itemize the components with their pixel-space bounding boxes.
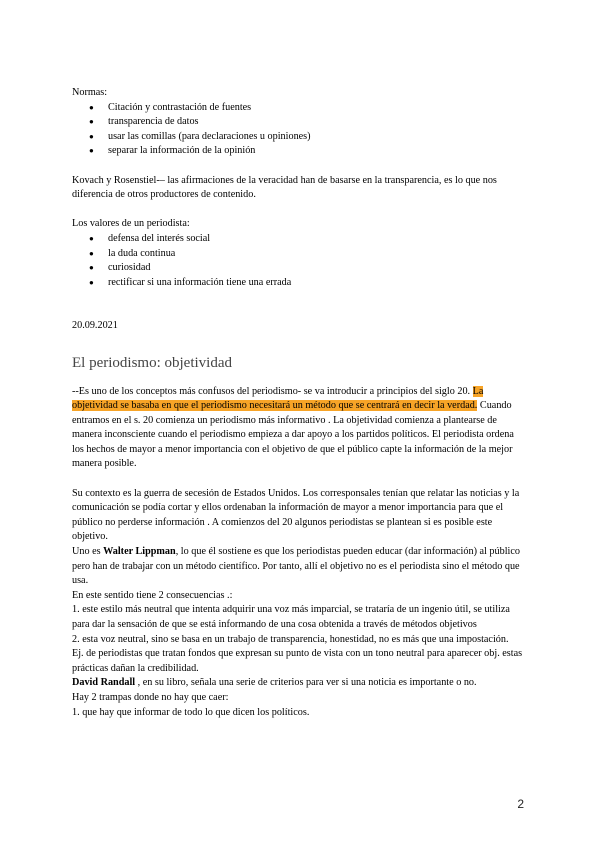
list-item: ● Citación y contrastación de fuentes xyxy=(72,101,528,116)
list-item: ● transparencia de datos xyxy=(72,115,528,130)
values-label: Los valores de un periodista: xyxy=(72,218,190,230)
intro-text: --Es uno de los conceptos más confusos del periodismo- se va introducir a principios del siglo 20. xyxy=(72,385,473,397)
norms-list xyxy=(72,101,528,159)
consequences-line: En este sentido tiene 2 consecuencias .: xyxy=(72,589,233,601)
page-content xyxy=(72,86,528,720)
example-paragraph: Ej. de periodistas que tratan fondos que expresan su punto de vista con un tono neutral para aparecer obj. estas prácticas dañan la credibilidad. xyxy=(72,648,523,674)
consequence-2: 2. esta voz neutral, sino se basa en un trabajo de transparencia, honestidad, no es más que una impostación. xyxy=(72,633,509,645)
page-number: 2 xyxy=(517,797,524,811)
randall-text: , en su libro, señala una serie de criterios para ver si una noticia es importante o no. xyxy=(135,677,477,689)
lippman-text: , lo que él sostiene es que los periodistas pueden educar (dar información) al público pero han de trabajar con un método científico. Por tanto, allí el objetivo no es el periodista sino el método que usa. xyxy=(72,546,520,587)
list-item: ● rectificar si una información tiene una errada xyxy=(72,276,528,291)
highlighted-text: La objetividad se basaba en que el periodismo necesitará un método que se centrará en decir la verdad. xyxy=(72,385,484,412)
section-heading: El periodismo: objetividad xyxy=(72,354,232,371)
intro-continuation: Cuando entramos en el s. 20 comienza un periodismo más informativo . La objetividad comienza a plantearse de manera inconsciente cuando el periodismo empieza a dar apoyo a los partidos políticos. El periodista ordena los hechos de mayor a menor importancia con el objetivo de que el público capte la información de la mejor manera posible. xyxy=(72,400,514,470)
traps-line: Hay 2 trampas donde no hay que caer: xyxy=(72,691,229,703)
list-item: ● separar la información de la opinión xyxy=(72,144,528,159)
paragraph-context: Su contexto es la guerra de secesión de Estados Unidos. Los corresponsales tenían que relatar las noticias y la comunicación se podía cortar y ellos ordenaban la información de mayor a menor importancia para que el público no perderse información . A comienzos del 20 algunos periodistas se plantean si es posible este objetivo. xyxy=(72,487,520,543)
values-list xyxy=(72,232,528,290)
paragraph-lippman xyxy=(72,545,528,589)
lippman-name: Walter Lippman xyxy=(103,546,176,558)
paragraph-intro xyxy=(72,385,528,473)
list-item: ● la duda continua xyxy=(72,247,528,262)
list-item: ● curiosidad xyxy=(72,261,528,276)
paragraph-randall xyxy=(72,676,528,691)
kovach-paragraph: Kovach y Rosenstiel-– las afirmaciones de la veracidad han de basarse en la transparencia, es lo que nos diferencia de otros productores de contenido. xyxy=(72,174,497,201)
list-item: ● usar las comillas (para declaraciones u opiniones) xyxy=(72,130,528,145)
lippman-pre: Uno es xyxy=(72,546,104,558)
norms-label: Normas: xyxy=(72,87,108,98)
consequence-1: 1. este estilo más neutral que intenta adquirir una voz más imparcial, se trataría de un ingenio útil, se utiliza para dar la sensación de que se está informando de una cosa obtenida a través de métodos objetivos xyxy=(72,604,510,630)
trap-1: 1. que hay que informar de todo lo que dicen los políticos. xyxy=(72,706,310,718)
date-line: 20.09.2021 xyxy=(72,320,118,332)
list-item: ● defensa del interés social xyxy=(72,232,528,247)
randall-name: David Randall xyxy=(72,677,136,689)
